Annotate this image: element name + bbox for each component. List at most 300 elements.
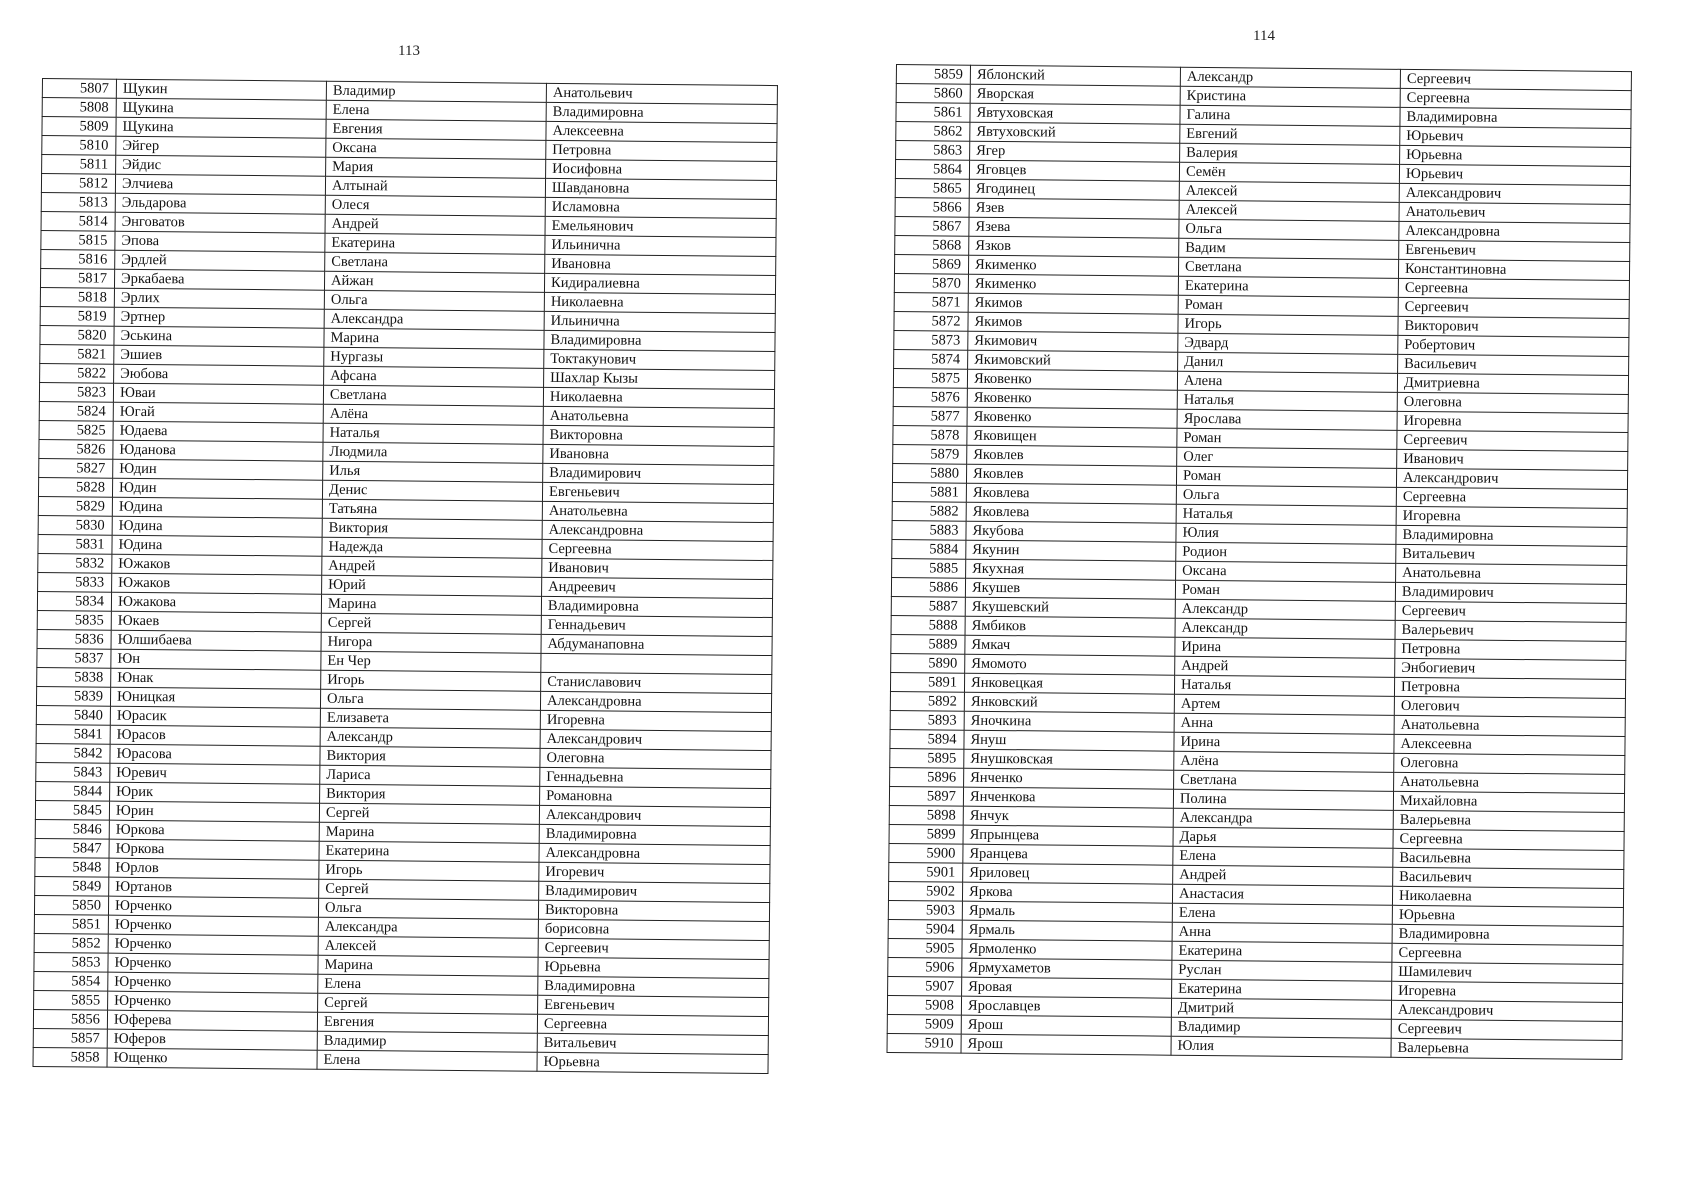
row-number-cell: 5822	[40, 363, 114, 383]
patronymic-cell: Васильевич	[1393, 867, 1624, 888]
first-name-cell: Ирина	[1174, 732, 1394, 753]
row-number-cell: 5875	[893, 368, 967, 388]
patronymic-cell: Шавдановна	[545, 178, 776, 199]
row-number-cell: 5816	[41, 249, 115, 269]
row-number-cell: 5874	[894, 349, 968, 369]
first-name-cell: Алексей	[1179, 200, 1399, 221]
first-name-cell: Наталья	[1177, 390, 1397, 411]
row-number-cell: 5823	[39, 382, 113, 402]
first-name-cell: Евгений	[1180, 124, 1400, 145]
first-name-cell: Анна	[1172, 922, 1392, 943]
patronymic-cell: Владимировна	[539, 824, 770, 845]
first-name-cell: Дарья	[1173, 827, 1393, 848]
patronymic-cell: Анатольевич	[1399, 202, 1630, 223]
first-name-cell: Александр	[320, 727, 540, 748]
row-number-cell: 5876	[893, 387, 967, 407]
patronymic-cell: Анатольевна	[543, 406, 774, 427]
last-name-cell: Явтуховский	[970, 122, 1180, 143]
first-name-cell: Алексей	[1179, 181, 1399, 202]
patronymic-cell: Игоревна	[1397, 411, 1628, 432]
patronymic-cell: Алексеевна	[1394, 734, 1625, 755]
last-name-cell: Юрченко	[108, 934, 318, 955]
last-name-cell: Якушев	[965, 578, 1175, 599]
patronymic-cell: Владимировна	[544, 330, 775, 351]
first-name-cell: Светлана	[323, 385, 543, 406]
first-name-cell: Юлия	[1171, 1036, 1391, 1057]
first-name-cell: Семён	[1179, 162, 1399, 183]
first-name-cell: Ирина	[1175, 637, 1395, 658]
row-number-cell: 5904	[888, 919, 962, 939]
patronymic-cell: Олеговна	[1397, 392, 1628, 413]
row-number-cell: 5839	[36, 686, 110, 706]
row-number-cell: 5856	[33, 1009, 107, 1029]
patronymic-cell: Емельянович	[545, 216, 776, 237]
row-number-cell: 5903	[888, 900, 962, 920]
patronymic-cell: Игоревич	[539, 862, 770, 883]
patronymic-cell: Игоревна	[540, 710, 771, 731]
last-name-cell: Эйдис	[116, 155, 326, 176]
row-number-cell: 5892	[890, 691, 964, 711]
row-number-cell: 5841	[36, 724, 110, 744]
first-name-cell: Андрей	[322, 556, 542, 577]
patronymic-cell: Владимирович	[1395, 582, 1626, 603]
row-number-cell: 5814	[41, 211, 115, 231]
row-number-cell: 5908	[887, 995, 961, 1015]
patronymic-cell: Анатольевна	[1394, 772, 1625, 793]
last-name-cell: Юферева	[107, 1010, 317, 1031]
patronymic-cell: Иосифовна	[546, 159, 777, 180]
row-number-cell: 5901	[889, 862, 963, 882]
row-number-cell: 5808	[42, 98, 116, 118]
row-number-cell: 5819	[40, 306, 114, 326]
first-name-cell: Роман	[1178, 295, 1398, 316]
last-name-cell: Яночкина	[964, 711, 1174, 732]
patronymic-cell: Владимировна	[1396, 525, 1627, 546]
row-number-cell: 5834	[37, 591, 111, 611]
row-number-cell: 5827	[39, 458, 113, 478]
last-name-cell: Яркова	[962, 882, 1172, 903]
patronymic-cell: Абдуманаповна	[541, 634, 772, 655]
last-name-cell: Эйгер	[116, 136, 326, 157]
patronymic-cell: Викторовна	[543, 425, 774, 446]
first-name-cell: Ен Чер	[321, 651, 541, 672]
first-name-cell: Алена	[1177, 371, 1397, 392]
row-number-cell: 5893	[890, 710, 964, 730]
row-number-cell: 5811	[42, 155, 116, 175]
first-name-cell: Андрей	[1173, 865, 1393, 886]
row-number-cell: 5812	[41, 174, 115, 194]
patronymic-cell: Ивановна	[545, 254, 776, 275]
last-name-cell: Ярославцев	[961, 996, 1171, 1017]
first-name-cell: Айжан	[324, 271, 544, 292]
last-name-cell: Эшиев	[114, 345, 324, 366]
last-name-cell: Яговцев	[969, 160, 1179, 181]
last-name-cell: Юдина	[112, 516, 322, 537]
last-name-cell: Ярмоленко	[962, 939, 1172, 960]
first-name-cell: Елена	[317, 1050, 537, 1071]
patronymic-cell: борисовна	[538, 919, 769, 940]
row-number-cell: 5859	[896, 65, 970, 85]
row-number-cell: 5853	[34, 952, 108, 972]
row-number-cell: 5905	[888, 938, 962, 958]
first-name-cell: Марина	[321, 594, 541, 615]
patronymic-cell: Иванович	[542, 558, 773, 579]
row-number-cell: 5829	[38, 496, 112, 516]
row-number-cell: 5872	[894, 311, 968, 331]
patronymic-cell: Геннадьевна	[540, 767, 771, 788]
row-number-cell: 5910	[887, 1033, 961, 1053]
first-name-cell: Нигора	[321, 632, 541, 653]
first-name-cell: Екатерина	[319, 841, 539, 862]
first-name-cell: Оксана	[326, 138, 546, 159]
row-number-cell: 5867	[895, 216, 969, 236]
first-name-cell: Артем	[1174, 694, 1394, 715]
row-number-cell: 5890	[891, 653, 965, 673]
patronymic-cell	[541, 653, 772, 674]
last-name-cell: Юрченко	[108, 953, 318, 974]
patronymic-cell: Ильинична	[544, 311, 775, 332]
row-number-cell: 5820	[40, 325, 114, 345]
last-name-cell: Янчук	[963, 806, 1173, 827]
last-name-cell: Якимович	[968, 331, 1178, 352]
first-name-cell: Данил	[1178, 352, 1398, 373]
last-name-cell: Юрасова	[110, 744, 320, 765]
row-number-cell: 5860	[896, 84, 970, 104]
patronymic-cell: Анатольевна	[542, 501, 773, 522]
patronymic-cell: Валерьевна	[1391, 1038, 1622, 1059]
first-name-cell: Илья	[323, 461, 543, 482]
row-number-cell: 5894	[890, 729, 964, 749]
last-name-cell: Янковецкая	[964, 673, 1174, 694]
row-number-cell: 5843	[36, 762, 110, 782]
first-name-cell: Алёна	[1174, 751, 1394, 772]
first-name-cell: Дмитрий	[1171, 998, 1391, 1019]
row-number-cell: 5864	[895, 160, 969, 180]
patronymic-cell: Витальевич	[1396, 544, 1627, 565]
first-name-cell: Андрей	[325, 214, 545, 235]
row-number-cell: 5854	[34, 971, 108, 991]
last-name-cell: Южакова	[111, 592, 321, 613]
first-name-cell: Ольга	[1179, 219, 1399, 240]
patronymic-cell: Валерьевич	[1395, 620, 1626, 641]
row-number-cell: 5818	[40, 287, 114, 307]
first-name-cell: Лариса	[320, 765, 540, 786]
first-name-cell: Владимир	[326, 81, 546, 102]
last-name-cell: Явтуховская	[970, 103, 1180, 124]
last-name-cell: Юртанов	[109, 877, 319, 898]
patronymic-cell: Александровна	[542, 520, 773, 541]
first-name-cell: Владимир	[1171, 1017, 1391, 1038]
row-number-cell: 5869	[894, 254, 968, 274]
last-name-cell: Щукина	[116, 98, 326, 119]
patronymic-cell: Витальевич	[537, 1033, 768, 1054]
first-name-cell: Виктория	[320, 784, 540, 805]
patronymic-cell: Юрьевна	[1400, 145, 1631, 166]
first-name-cell: Александра	[1173, 808, 1393, 829]
patronymic-cell: Игоревна	[1396, 506, 1627, 527]
first-name-cell: Эдвард	[1178, 333, 1398, 354]
patronymic-cell: Олегович	[1394, 696, 1625, 717]
patronymic-cell: Владимировна	[1392, 924, 1623, 945]
first-name-cell: Юлия	[1176, 523, 1396, 544]
row-number-cell: 5891	[890, 672, 964, 692]
last-name-cell: Яровая	[962, 977, 1172, 998]
last-name-cell: Южаков	[112, 573, 322, 594]
first-name-cell: Наталья	[1174, 675, 1394, 696]
patronymic-cell: Николаевна	[544, 292, 775, 313]
last-name-cell: Яриловец	[963, 863, 1173, 884]
last-name-cell: Юрик	[110, 782, 320, 803]
last-name-cell: Ярмаль	[962, 901, 1172, 922]
row-number-cell: 5848	[35, 857, 109, 877]
last-name-cell: Яковлева	[966, 483, 1176, 504]
last-name-cell: Юрасик	[110, 706, 320, 727]
last-name-cell: Эпова	[115, 231, 325, 252]
patronymic-cell: Евгеньевич	[1399, 240, 1630, 261]
patronymic-cell: Ивановна	[543, 444, 774, 465]
registry-table-left	[33, 78, 778, 1074]
row-number-cell: 5824	[39, 401, 113, 421]
last-name-cell: Якименко	[968, 274, 1178, 295]
patronymic-cell: Сергеевич	[1397, 430, 1628, 451]
last-name-cell: Юн	[111, 649, 321, 670]
last-name-cell: Ягер	[970, 141, 1180, 162]
last-name-cell: Энговатов	[115, 212, 325, 233]
patronymic-cell: Сергеевич	[1398, 297, 1629, 318]
first-name-cell: Валерия	[1180, 143, 1400, 164]
last-name-cell: Якубова	[966, 521, 1176, 542]
row-number-cell: 5865	[895, 178, 969, 198]
last-name-cell: Якименко	[968, 255, 1178, 276]
first-name-cell: Светлана	[325, 252, 545, 273]
row-number-cell: 5857	[33, 1028, 107, 1048]
first-name-cell: Алёна	[323, 404, 543, 425]
first-name-cell: Виктория	[320, 746, 540, 767]
row-number-cell: 5837	[37, 648, 111, 668]
row-number-cell: 5868	[895, 235, 969, 255]
row-number-cell: 5813	[41, 192, 115, 212]
last-name-cell: Ярмухаметов	[962, 958, 1172, 979]
first-name-cell: Ольга	[1176, 485, 1396, 506]
last-name-cell: Яковищен	[967, 426, 1177, 447]
last-name-cell: Юваи	[113, 383, 323, 404]
row-number-cell: 5840	[36, 705, 110, 725]
last-name-cell: Эртнер	[114, 307, 324, 328]
first-name-cell: Наталья	[323, 423, 543, 444]
last-name-cell: Эрдлей	[115, 250, 325, 271]
first-name-cell: Виктория	[322, 518, 542, 539]
patronymic-cell: Иванович	[1397, 449, 1628, 470]
last-name-cell: Юдина	[112, 497, 322, 518]
row-number-cell: 5844	[36, 781, 110, 801]
patronymic-cell: Владимирович	[539, 881, 770, 902]
row-number-cell: 5831	[38, 534, 112, 554]
row-number-cell: 5835	[37, 610, 111, 630]
first-name-cell: Ольга	[318, 898, 538, 919]
patronymic-cell: Сергеевна	[1393, 829, 1624, 850]
row-number-cell: 5896	[890, 767, 964, 787]
last-name-cell: Щукина	[116, 117, 326, 138]
patronymic-cell: Робертович	[1398, 335, 1629, 356]
row-number-cell: 5850	[34, 895, 108, 915]
row-number-cell: 5862	[896, 122, 970, 142]
last-name-cell: Юданова	[113, 440, 323, 461]
first-name-cell: Игорь	[319, 860, 539, 881]
page-number-right: 114	[1253, 28, 1275, 44]
row-number-cell: 5899	[889, 824, 963, 844]
first-name-cell: Полина	[1173, 789, 1393, 810]
patronymic-cell: Александрович	[1396, 468, 1627, 489]
patronymic-cell: Анатольевна	[1394, 715, 1625, 736]
patronymic-cell: Владимирович	[543, 463, 774, 484]
patronymic-cell: Сергеевна	[1396, 487, 1627, 508]
patronymic-cell: Владимировна	[538, 976, 769, 997]
last-name-cell: Якимов	[968, 312, 1178, 333]
last-name-cell: Яблонский	[970, 65, 1180, 86]
last-name-cell: Яранцева	[963, 844, 1173, 865]
last-name-cell: Язева	[969, 217, 1179, 238]
last-name-cell: Янченкова	[963, 787, 1173, 808]
first-name-cell: Сергей	[321, 613, 541, 634]
patronymic-cell: Игоревна	[1392, 981, 1623, 1002]
first-name-cell: Екатерина	[1178, 276, 1398, 297]
patronymic-cell: Сергеевна	[1398, 278, 1629, 299]
row-number-cell: 5866	[895, 197, 969, 217]
row-number-cell: 5907	[888, 976, 962, 996]
last-name-cell: Элчиева	[115, 174, 325, 195]
last-name-cell: Юрлов	[109, 858, 319, 879]
last-name-cell: Юркова	[109, 839, 319, 860]
last-name-cell: Ющенко	[107, 1048, 317, 1069]
row-number-cell: 5873	[894, 330, 968, 350]
row-number-cell: 5833	[38, 572, 112, 592]
last-name-cell: Ямомото	[965, 654, 1175, 675]
last-name-cell: Юдин	[112, 478, 322, 499]
first-name-cell: Александр	[1180, 67, 1400, 88]
first-name-cell: Роман	[1176, 466, 1396, 487]
last-name-cell: Юницкая	[110, 687, 320, 708]
last-name-cell: Юркова	[109, 820, 319, 841]
first-name-cell: Елена	[318, 974, 538, 995]
patronymic-cell: Станиславович	[541, 672, 772, 693]
last-name-cell: Юрченко	[108, 991, 318, 1012]
first-name-cell: Екатерина	[1172, 941, 1392, 962]
first-name-cell: Елена	[1172, 903, 1392, 924]
first-name-cell: Евгения	[326, 119, 546, 140]
first-name-cell: Александр	[1175, 599, 1395, 620]
last-name-cell: Янковский	[964, 692, 1174, 713]
patronymic-cell: Михайловна	[1393, 791, 1624, 812]
row-number-cell: 5809	[42, 117, 116, 137]
patronymic-cell: Андреевич	[542, 577, 773, 598]
row-number-cell: 5851	[34, 914, 108, 934]
last-name-cell: Януш	[964, 730, 1174, 751]
row-number-cell: 5881	[892, 482, 966, 502]
last-name-cell: Яковлев	[967, 445, 1177, 466]
row-number-cell: 5883	[892, 520, 966, 540]
row-number-cell: 5858	[33, 1047, 107, 1067]
patronymic-cell: Петровна	[1394, 677, 1625, 698]
row-number-cell: 5842	[36, 743, 110, 763]
row-number-cell: 5898	[889, 805, 963, 825]
first-name-cell: Родион	[1176, 542, 1396, 563]
first-name-cell: Андрей	[1175, 656, 1395, 677]
first-name-cell: Елизавета	[320, 708, 540, 729]
last-name-cell: Ярош	[961, 1015, 1171, 1036]
row-number-cell: 5882	[892, 501, 966, 521]
last-name-cell: Эльдарова	[115, 193, 325, 214]
first-name-cell: Сергей	[319, 879, 539, 900]
row-number-cell: 5855	[34, 990, 108, 1010]
row-number-cell: 5845	[35, 800, 109, 820]
last-name-cell: Юрасов	[110, 725, 320, 746]
row-number-cell: 5887	[891, 596, 965, 616]
first-name-cell: Кристина	[1180, 86, 1400, 107]
first-name-cell: Ольга	[320, 689, 540, 710]
row-number-cell: 5906	[888, 957, 962, 977]
patronymic-cell: Владимировна	[546, 102, 777, 123]
last-name-cell: Юрченко	[108, 896, 318, 917]
first-name-cell: Елена	[1173, 846, 1393, 867]
patronymic-cell: Владимировна	[1400, 107, 1631, 128]
row-number-cell: 5909	[887, 1014, 961, 1034]
registry-table-right	[887, 64, 1632, 1060]
row-number-cell: 5877	[893, 406, 967, 426]
first-name-cell: Галина	[1180, 105, 1400, 126]
first-name-cell: Алтынай	[325, 176, 545, 197]
last-name-cell: Ярош	[961, 1034, 1171, 1055]
row-number-cell: 5847	[35, 838, 109, 858]
patronymic-cell: Юрьевич	[1399, 164, 1630, 185]
first-name-cell: Олег	[1177, 447, 1397, 468]
patronymic-cell: Васильевна	[1393, 848, 1624, 869]
page-number-left: 113	[398, 43, 420, 59]
last-name-cell: Щукин	[116, 79, 326, 100]
patronymic-cell: Евгеньевич	[542, 482, 773, 503]
last-name-cell: Якимовский	[968, 350, 1178, 371]
row-number-cell: 5886	[891, 577, 965, 597]
first-name-cell: Людмила	[323, 442, 543, 463]
first-name-cell: Нургазы	[324, 347, 544, 368]
patronymic-cell: Шамилевич	[1392, 962, 1623, 983]
row-number-cell: 5815	[41, 230, 115, 250]
patronymic-cell: Петровна	[546, 140, 777, 161]
first-name-cell: Анна	[1174, 713, 1394, 734]
patronymic-cell: Исламовна	[545, 197, 776, 218]
patronymic-cell: Валерьевна	[1393, 810, 1624, 831]
first-name-cell: Екатерина	[1172, 979, 1392, 1000]
patronymic-cell: Николаевна	[1392, 886, 1623, 907]
patronymic-cell: Александровна	[539, 843, 770, 864]
row-number-cell: 5825	[39, 420, 113, 440]
row-number-cell: 5902	[888, 881, 962, 901]
last-name-cell: Юдина	[112, 535, 322, 556]
last-name-cell: Юрин	[109, 801, 319, 822]
row-number-cell: 5826	[39, 439, 113, 459]
row-number-cell: 5880	[892, 463, 966, 483]
row-number-cell: 5836	[37, 629, 111, 649]
row-number-cell: 5861	[896, 103, 970, 123]
last-name-cell: Язев	[969, 198, 1179, 219]
patronymic-cell: Александровна	[540, 691, 771, 712]
last-name-cell: Яковенко	[967, 388, 1177, 409]
first-name-cell: Марина	[324, 328, 544, 349]
patronymic-cell: Анатольевна	[1396, 563, 1627, 584]
row-number-cell: 5871	[894, 292, 968, 312]
row-number-cell: 5810	[42, 136, 116, 156]
patronymic-cell: Олеговна	[540, 748, 771, 769]
last-name-cell: Юферов	[107, 1029, 317, 1050]
